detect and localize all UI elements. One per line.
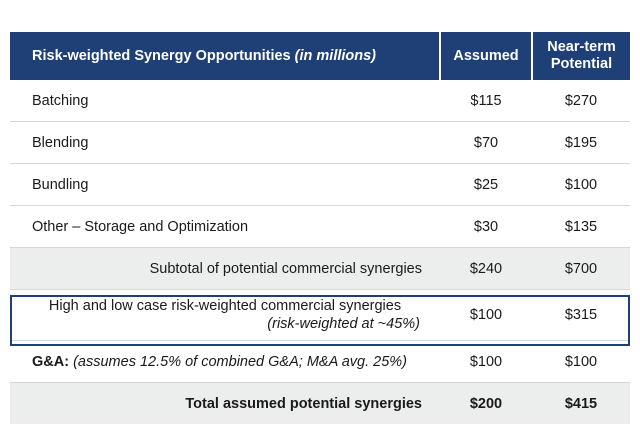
row-label: Blending bbox=[10, 122, 440, 164]
row-label: Total assumed potential synergies bbox=[10, 383, 440, 425]
table-row bbox=[10, 164, 630, 206]
row-assumed-value: $100 bbox=[440, 290, 532, 341]
synergy-table bbox=[10, 32, 630, 424]
table-row-subtotal bbox=[10, 248, 630, 290]
header-cell-near-term bbox=[532, 32, 630, 80]
table-row bbox=[10, 122, 630, 164]
row-label-note: (risk-weighted at ~45%) bbox=[267, 316, 420, 332]
row-label-prefix: G&A: bbox=[32, 353, 70, 370]
row-assumed-value: $200 bbox=[440, 383, 532, 425]
header-row bbox=[10, 32, 630, 80]
row-label-note: (assumes 12.5% of combined G&A; M&A avg. 25%) bbox=[73, 353, 408, 370]
row-assumed-value: $70 bbox=[440, 122, 532, 164]
header-title-main: Risk-weighted Synergy Opportunities bbox=[32, 47, 291, 64]
row-label: Batching bbox=[10, 80, 440, 122]
table-row-highlighted bbox=[10, 290, 630, 341]
header-near-term-line2: Potential bbox=[550, 56, 613, 72]
table-row-total bbox=[10, 383, 630, 425]
row-label: Other – Storage and Optimization bbox=[10, 206, 440, 248]
row-near-term-value: $270 bbox=[532, 80, 630, 122]
row-label: Bundling bbox=[10, 164, 440, 206]
row-assumed-value: $100 bbox=[440, 341, 532, 383]
row-assumed-value: $25 bbox=[440, 164, 532, 206]
row-assumed-value: $240 bbox=[440, 248, 532, 290]
row-near-term-value: $100 bbox=[532, 164, 630, 206]
row-label bbox=[10, 290, 440, 341]
row-near-term-value: $195 bbox=[532, 122, 630, 164]
table-row bbox=[10, 80, 630, 122]
table-body bbox=[10, 80, 630, 424]
table-row bbox=[10, 206, 630, 248]
table-row-gna bbox=[10, 341, 630, 383]
row-near-term-value: $135 bbox=[532, 206, 630, 248]
row-label bbox=[10, 341, 440, 383]
header-title-units: (in millions) bbox=[294, 47, 377, 64]
row-label-main: High and low case risk-weighted commercial synergies bbox=[48, 297, 402, 314]
header-cell-assumed: Assumed bbox=[440, 32, 532, 80]
header-cell-title bbox=[10, 32, 440, 80]
header-near-term-line1: Near-term bbox=[547, 39, 616, 56]
table-header bbox=[10, 32, 630, 80]
row-near-term-value: $415 bbox=[532, 383, 630, 425]
synergy-table-container bbox=[10, 32, 630, 424]
row-near-term-value: $700 bbox=[532, 248, 630, 290]
row-label: Subtotal of potential commercial synergies bbox=[10, 248, 440, 290]
row-near-term-value: $315 bbox=[532, 290, 630, 341]
row-assumed-value: $30 bbox=[440, 206, 532, 248]
row-near-term-value: $100 bbox=[532, 341, 630, 383]
row-assumed-value: $115 bbox=[440, 80, 532, 122]
